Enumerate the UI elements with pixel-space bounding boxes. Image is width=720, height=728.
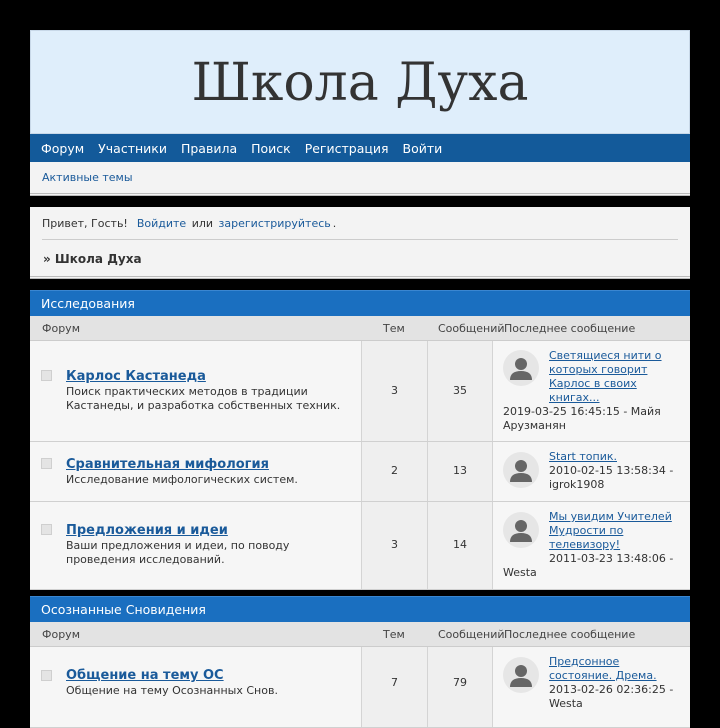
- forum-cell: [30, 647, 362, 727]
- nav-search[interactable]: Поиск: [251, 140, 291, 156]
- forum-title[interactable]: Карлос Кастанеда: [66, 369, 206, 384]
- col-forum: Форум: [42, 322, 80, 335]
- col-posts: Сообщений: [438, 322, 505, 335]
- topics-cell: [362, 341, 428, 441]
- forum-status-icon: [41, 370, 52, 381]
- avatar: [503, 452, 539, 488]
- col-forum: Форум: [42, 628, 80, 641]
- last-post-cell: [493, 442, 690, 501]
- posts-cell: [428, 502, 493, 589]
- col-topics: Тем: [383, 628, 405, 641]
- col-last-post: Последнее сообщение: [504, 628, 636, 641]
- last-post-date: 2010-02-15 13:58:34 -: [549, 464, 674, 477]
- posts-count: 35: [453, 384, 467, 397]
- posts-count: 13: [453, 464, 467, 477]
- column-headers: [30, 622, 690, 647]
- forum-row: [30, 502, 690, 590]
- last-post-date: 2013-02-26 02:36:25 -: [549, 683, 674, 696]
- forum-title[interactable]: Общение на тему ОС: [66, 668, 224, 683]
- period-text: .: [332, 217, 337, 230]
- nav-members[interactable]: Участники: [98, 140, 167, 156]
- posts-count: 79: [453, 676, 467, 689]
- nav-login[interactable]: Войти: [402, 140, 443, 156]
- col-topics: Тем: [383, 322, 405, 335]
- forum-description: Общение на тему Осознанных Снов.: [66, 684, 278, 697]
- topics-count: 7: [391, 676, 398, 689]
- nav-forum[interactable]: Форум: [41, 140, 85, 156]
- last-post-date: 2011-03-23 13:48:06 -: [549, 552, 674, 565]
- last-post-author: Westa: [549, 697, 583, 710]
- forum-description: Ваши предложения и идеи, по поводу проведения исследований.: [66, 539, 290, 566]
- greeting-text: Привет, Гость!: [42, 217, 128, 230]
- main-nav: [30, 134, 690, 162]
- last-post-meta: 2019-03-25 16:45:15 - Майя Арузманян: [503, 405, 661, 432]
- greeting-line: [42, 217, 336, 230]
- nav-rules[interactable]: Правила: [180, 140, 238, 156]
- last-post-meta: [549, 464, 679, 492]
- active-topics-link[interactable]: Активные темы: [42, 171, 133, 184]
- forum-row: [30, 341, 690, 442]
- posts-cell: [428, 341, 493, 441]
- category-title[interactable]: Исследования: [30, 290, 690, 316]
- last-post-link[interactable]: Светящиеся нити о которых говорит Карлос в своих книгах...: [549, 349, 662, 404]
- last-post-author: Westa: [503, 566, 537, 579]
- site-title[interactable]: Школа Духа: [191, 53, 529, 113]
- topics-cell: [362, 442, 428, 501]
- forum-title[interactable]: Предложения и идеи: [66, 523, 228, 538]
- col-last-post: Последнее сообщение: [504, 322, 636, 335]
- login-link[interactable]: Войдите: [136, 217, 187, 230]
- topics-count: 2: [391, 464, 398, 477]
- category-lucid-dreams: [30, 596, 690, 728]
- column-headers: [30, 316, 690, 341]
- avatar: [503, 657, 539, 693]
- category-research: [30, 290, 690, 590]
- last-post-link[interactable]: Мы увидим Учителей Мудрости по телевизору!: [549, 510, 672, 551]
- forum-description: Поиск практических методов в традиции Кастанеды, и разработка собственных техник.: [66, 385, 341, 412]
- forum-status-icon: [41, 458, 52, 469]
- posts-count: 14: [453, 538, 467, 551]
- col-posts: Сообщений: [438, 628, 505, 641]
- posts-cell: [428, 442, 493, 501]
- forum-cell: [30, 502, 362, 589]
- category-title[interactable]: Осознанные Сновидения: [30, 596, 690, 622]
- register-link[interactable]: зарегистрируйтесь: [218, 217, 331, 230]
- topics-cell: [362, 502, 428, 589]
- welcome-box: [30, 207, 690, 279]
- topics-count: 3: [391, 538, 398, 551]
- forum-status-icon: [41, 670, 52, 681]
- topics-count: 3: [391, 384, 398, 397]
- breadcrumb[interactable]: » Школа Духа: [43, 252, 142, 266]
- nav-register[interactable]: Регистрация: [304, 140, 389, 156]
- forum-title[interactable]: Сравнительная мифология: [66, 457, 269, 472]
- forum-description: Исследование мифологических систем.: [66, 473, 298, 486]
- posts-cell: [428, 647, 493, 727]
- last-post-meta: [549, 683, 679, 711]
- last-post-cell: [493, 647, 690, 727]
- site-header: [30, 30, 690, 134]
- last-post-author: igrok1908: [549, 478, 605, 491]
- last-post-cell: [493, 502, 690, 589]
- last-post-cell: [493, 341, 690, 441]
- topics-cell: [362, 647, 428, 727]
- divider: [42, 239, 678, 240]
- forum-status-icon: [41, 524, 52, 535]
- avatar: [503, 350, 539, 386]
- or-text: или: [191, 217, 214, 230]
- sub-nav: [30, 162, 690, 196]
- forum-cell: [30, 341, 362, 441]
- last-post-link[interactable]: Start топик.: [549, 450, 617, 463]
- last-post-link[interactable]: Предсонное состояние. Дрема.: [549, 655, 657, 682]
- forum-cell: [30, 442, 362, 501]
- forum-row: [30, 647, 690, 728]
- avatar: [503, 512, 539, 548]
- forum-row: [30, 442, 690, 502]
